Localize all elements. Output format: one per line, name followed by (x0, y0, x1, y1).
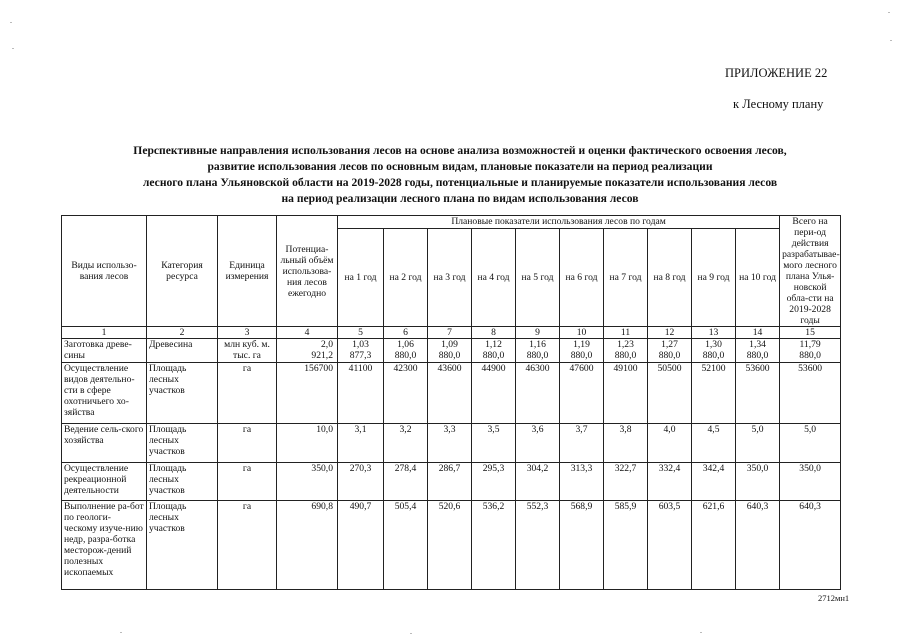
table-row (62, 500, 841, 589)
column-index: 1 (62, 327, 147, 339)
scan-speck (410, 633, 412, 634)
cell-year-value: 3,8 (604, 423, 648, 462)
column-index: 14 (736, 327, 780, 339)
cell-year-value: 332,4 (648, 462, 692, 500)
cell-year-value: 1,06 (384, 339, 428, 351)
header-year: на 1 год (338, 228, 384, 326)
cell-year-value: 1,34 (736, 339, 780, 351)
cell-resource: Площадь лесных участков (147, 423, 218, 462)
cell-year-value: 295,3 (472, 462, 516, 500)
cell-use-type: Осуществление рекреационной деятельности (62, 462, 147, 500)
cell-year-value: 877,3 (338, 350, 384, 362)
cell-year-value: 880,0 (736, 350, 780, 362)
cell-year-value: 270,3 (338, 462, 384, 500)
cell-year-value: 4,5 (692, 423, 736, 462)
column-index: 2 (147, 327, 218, 339)
header-unit: Единица измерения (218, 216, 277, 327)
cell-potential: 921,2 (277, 350, 338, 362)
cell-year-value: 880,0 (516, 350, 560, 362)
appendix-label: ПРИЛОЖЕНИЕ 22 (725, 66, 828, 80)
cell-year-value: 350,0 (736, 462, 780, 500)
cell-potential: 156700 (277, 363, 338, 424)
cell-use-type: Заготовка древе-сины (62, 339, 147, 363)
cell-year-value: 322,7 (604, 462, 648, 500)
cell-year-value: 304,2 (516, 462, 560, 500)
scan-speck (890, 40, 892, 41)
cell-year-value: 3,1 (338, 423, 384, 462)
cell-year-value: 3,7 (560, 423, 604, 462)
cell-total: 640,3 (780, 500, 841, 589)
header-plan-group: Плановые показатели использования лесов по годам (338, 216, 780, 229)
cell-year-value: 880,0 (428, 350, 472, 362)
cell-year-value: 44900 (472, 363, 516, 424)
cell-year-value: 880,0 (692, 350, 736, 362)
cell-resource: Площадь лесных участков (147, 363, 218, 424)
column-index: 9 (516, 327, 560, 339)
appendix-subtitle: к Лесному плану (733, 97, 824, 111)
column-index: 5 (338, 327, 384, 339)
cell-year-value: 286,7 (428, 462, 472, 500)
table-row (62, 423, 841, 462)
cell-total: 11,79 (780, 339, 841, 351)
table-row (62, 462, 841, 500)
column-index: 7 (428, 327, 472, 339)
cell-potential: 350,0 (277, 462, 338, 500)
column-index: 15 (780, 327, 841, 339)
cell-resource: Площадь лесных участков (147, 462, 218, 500)
cell-year-value: 1,19 (560, 339, 604, 351)
cell-use-type: Выполнение ра-бот по геологи-ческому изуче-нию недр, разра-ботка месторож-дений полезных ископаемых (62, 500, 147, 589)
document-title (60, 143, 860, 207)
cell-year-value: 43600 (428, 363, 472, 424)
cell-year-value: 603,5 (648, 500, 692, 589)
column-index: 11 (604, 327, 648, 339)
column-index: 8 (472, 327, 516, 339)
cell-year-value: 52100 (692, 363, 736, 424)
column-index: 4 (277, 327, 338, 339)
cell-total: 350,0 (780, 462, 841, 500)
cell-unit: га (218, 423, 277, 462)
cell-year-value: 42300 (384, 363, 428, 424)
cell-year-value: 568,9 (560, 500, 604, 589)
cell-year-value: 505,4 (384, 500, 428, 589)
column-index: 6 (384, 327, 428, 339)
cell-unit: млн куб. м. (218, 339, 277, 351)
cell-year-value: 3,5 (472, 423, 516, 462)
header-use-type: Виды использо-вания лесов (62, 216, 147, 327)
cell-resource: Древесина (147, 339, 218, 363)
scan-speck (700, 632, 702, 633)
cell-year-value: 880,0 (648, 350, 692, 362)
header-potential: Потенциа-льный объём использова-ния лесов ежегодно (277, 216, 338, 327)
column-index: 10 (560, 327, 604, 339)
header-year: на 9 год (692, 228, 736, 326)
scan-speck (10, 22, 12, 23)
cell-year-value: 1,16 (516, 339, 560, 351)
header-year: на 7 год (604, 228, 648, 326)
forest-use-table (61, 215, 841, 590)
cell-year-value: 1,09 (428, 339, 472, 351)
cell-year-value: 1,27 (648, 339, 692, 351)
cell-year-value: 5,0 (736, 423, 780, 462)
cell-year-value: 342,4 (692, 462, 736, 500)
cell-year-value: 41100 (338, 363, 384, 424)
cell-year-value: 880,0 (560, 350, 604, 362)
header-year: на 3 год (428, 228, 472, 326)
cell-year-value: 880,0 (384, 350, 428, 362)
cell-unit: тыс. га (218, 350, 277, 362)
title-line-1: Перспективные направления использования лесов на основе анализа возможностей и оценки фактического освоения лесов, (133, 144, 787, 157)
cell-resource: Площадь лесных участков (147, 500, 218, 589)
cell-year-value: 552,3 (516, 500, 560, 589)
cell-year-value: 1,23 (604, 339, 648, 351)
cell-potential: 2,0 (277, 339, 338, 351)
cell-year-value: 1,03 (338, 339, 384, 351)
header-total: Всего на пери-од действия разрабатывае-мого лесного плана Улья-новской обла-сти на 2019-2028 годы (780, 216, 841, 327)
header-year: на 6 год (560, 228, 604, 326)
header-year: на 5 год (516, 228, 560, 326)
cell-potential: 10,0 (277, 423, 338, 462)
header-year: на 10 год (736, 228, 780, 326)
cell-total: 880,0 (780, 350, 841, 362)
cell-year-value: 47600 (560, 363, 604, 424)
cell-year-value: 640,3 (736, 500, 780, 589)
title-line-2: развитие использования лесов по основным видам, плановые показатели на период реализации (207, 160, 713, 173)
cell-year-value: 4,0 (648, 423, 692, 462)
cell-year-value: 536,2 (472, 500, 516, 589)
cell-year-value: 3,3 (428, 423, 472, 462)
cell-unit: га (218, 500, 277, 589)
header-year: на 4 год (472, 228, 516, 326)
cell-year-value: 585,9 (604, 500, 648, 589)
cell-total: 5,0 (780, 423, 841, 462)
title-line-4: на период реализации лесного плана по видам использования лесов (281, 192, 639, 205)
cell-year-value: 621,6 (692, 500, 736, 589)
scan-speck (12, 48, 14, 49)
cell-year-value: 880,0 (604, 350, 648, 362)
cell-year-value: 3,2 (384, 423, 428, 462)
title-line-3: лесного плана Ульяновской области на 2019-2028 годы, потенциальные и планируемые показатели использования лесов (142, 176, 778, 189)
cell-year-value: 1,12 (472, 339, 516, 351)
column-index: 13 (692, 327, 736, 339)
cell-year-value: 313,3 (560, 462, 604, 500)
cell-year-value: 1,30 (692, 339, 736, 351)
cell-year-value: 520,6 (428, 500, 472, 589)
header-resource: Категория ресурса (147, 216, 218, 327)
column-index-row (62, 327, 841, 339)
cell-year-value: 880,0 (472, 350, 516, 362)
cell-year-value: 49100 (604, 363, 648, 424)
cell-year-value: 53600 (736, 363, 780, 424)
cell-year-value: 3,6 (516, 423, 560, 462)
header-year: на 2 год (384, 228, 428, 326)
column-index: 3 (218, 327, 277, 339)
cell-total: 53600 (780, 363, 841, 424)
table-row (62, 363, 841, 424)
header-year: на 8 год (648, 228, 692, 326)
cell-use-type: Осуществление видов деятельно-сти в сфере охотничьего хо-зяйства (62, 363, 147, 424)
table-row-timber-a (62, 339, 841, 351)
cell-potential: 690,8 (277, 500, 338, 589)
cell-year-value: 46300 (516, 363, 560, 424)
cell-use-type: Ведение сель-ского хозяйства (62, 423, 147, 462)
scan-speck (120, 632, 122, 633)
column-index: 12 (648, 327, 692, 339)
scan-speck (888, 12, 890, 13)
document-code: 2712мн1 (818, 593, 850, 603)
cell-year-value: 490,7 (338, 500, 384, 589)
cell-year-value: 50500 (648, 363, 692, 424)
cell-unit: га (218, 363, 277, 424)
cell-unit: га (218, 462, 277, 500)
cell-year-value: 278,4 (384, 462, 428, 500)
